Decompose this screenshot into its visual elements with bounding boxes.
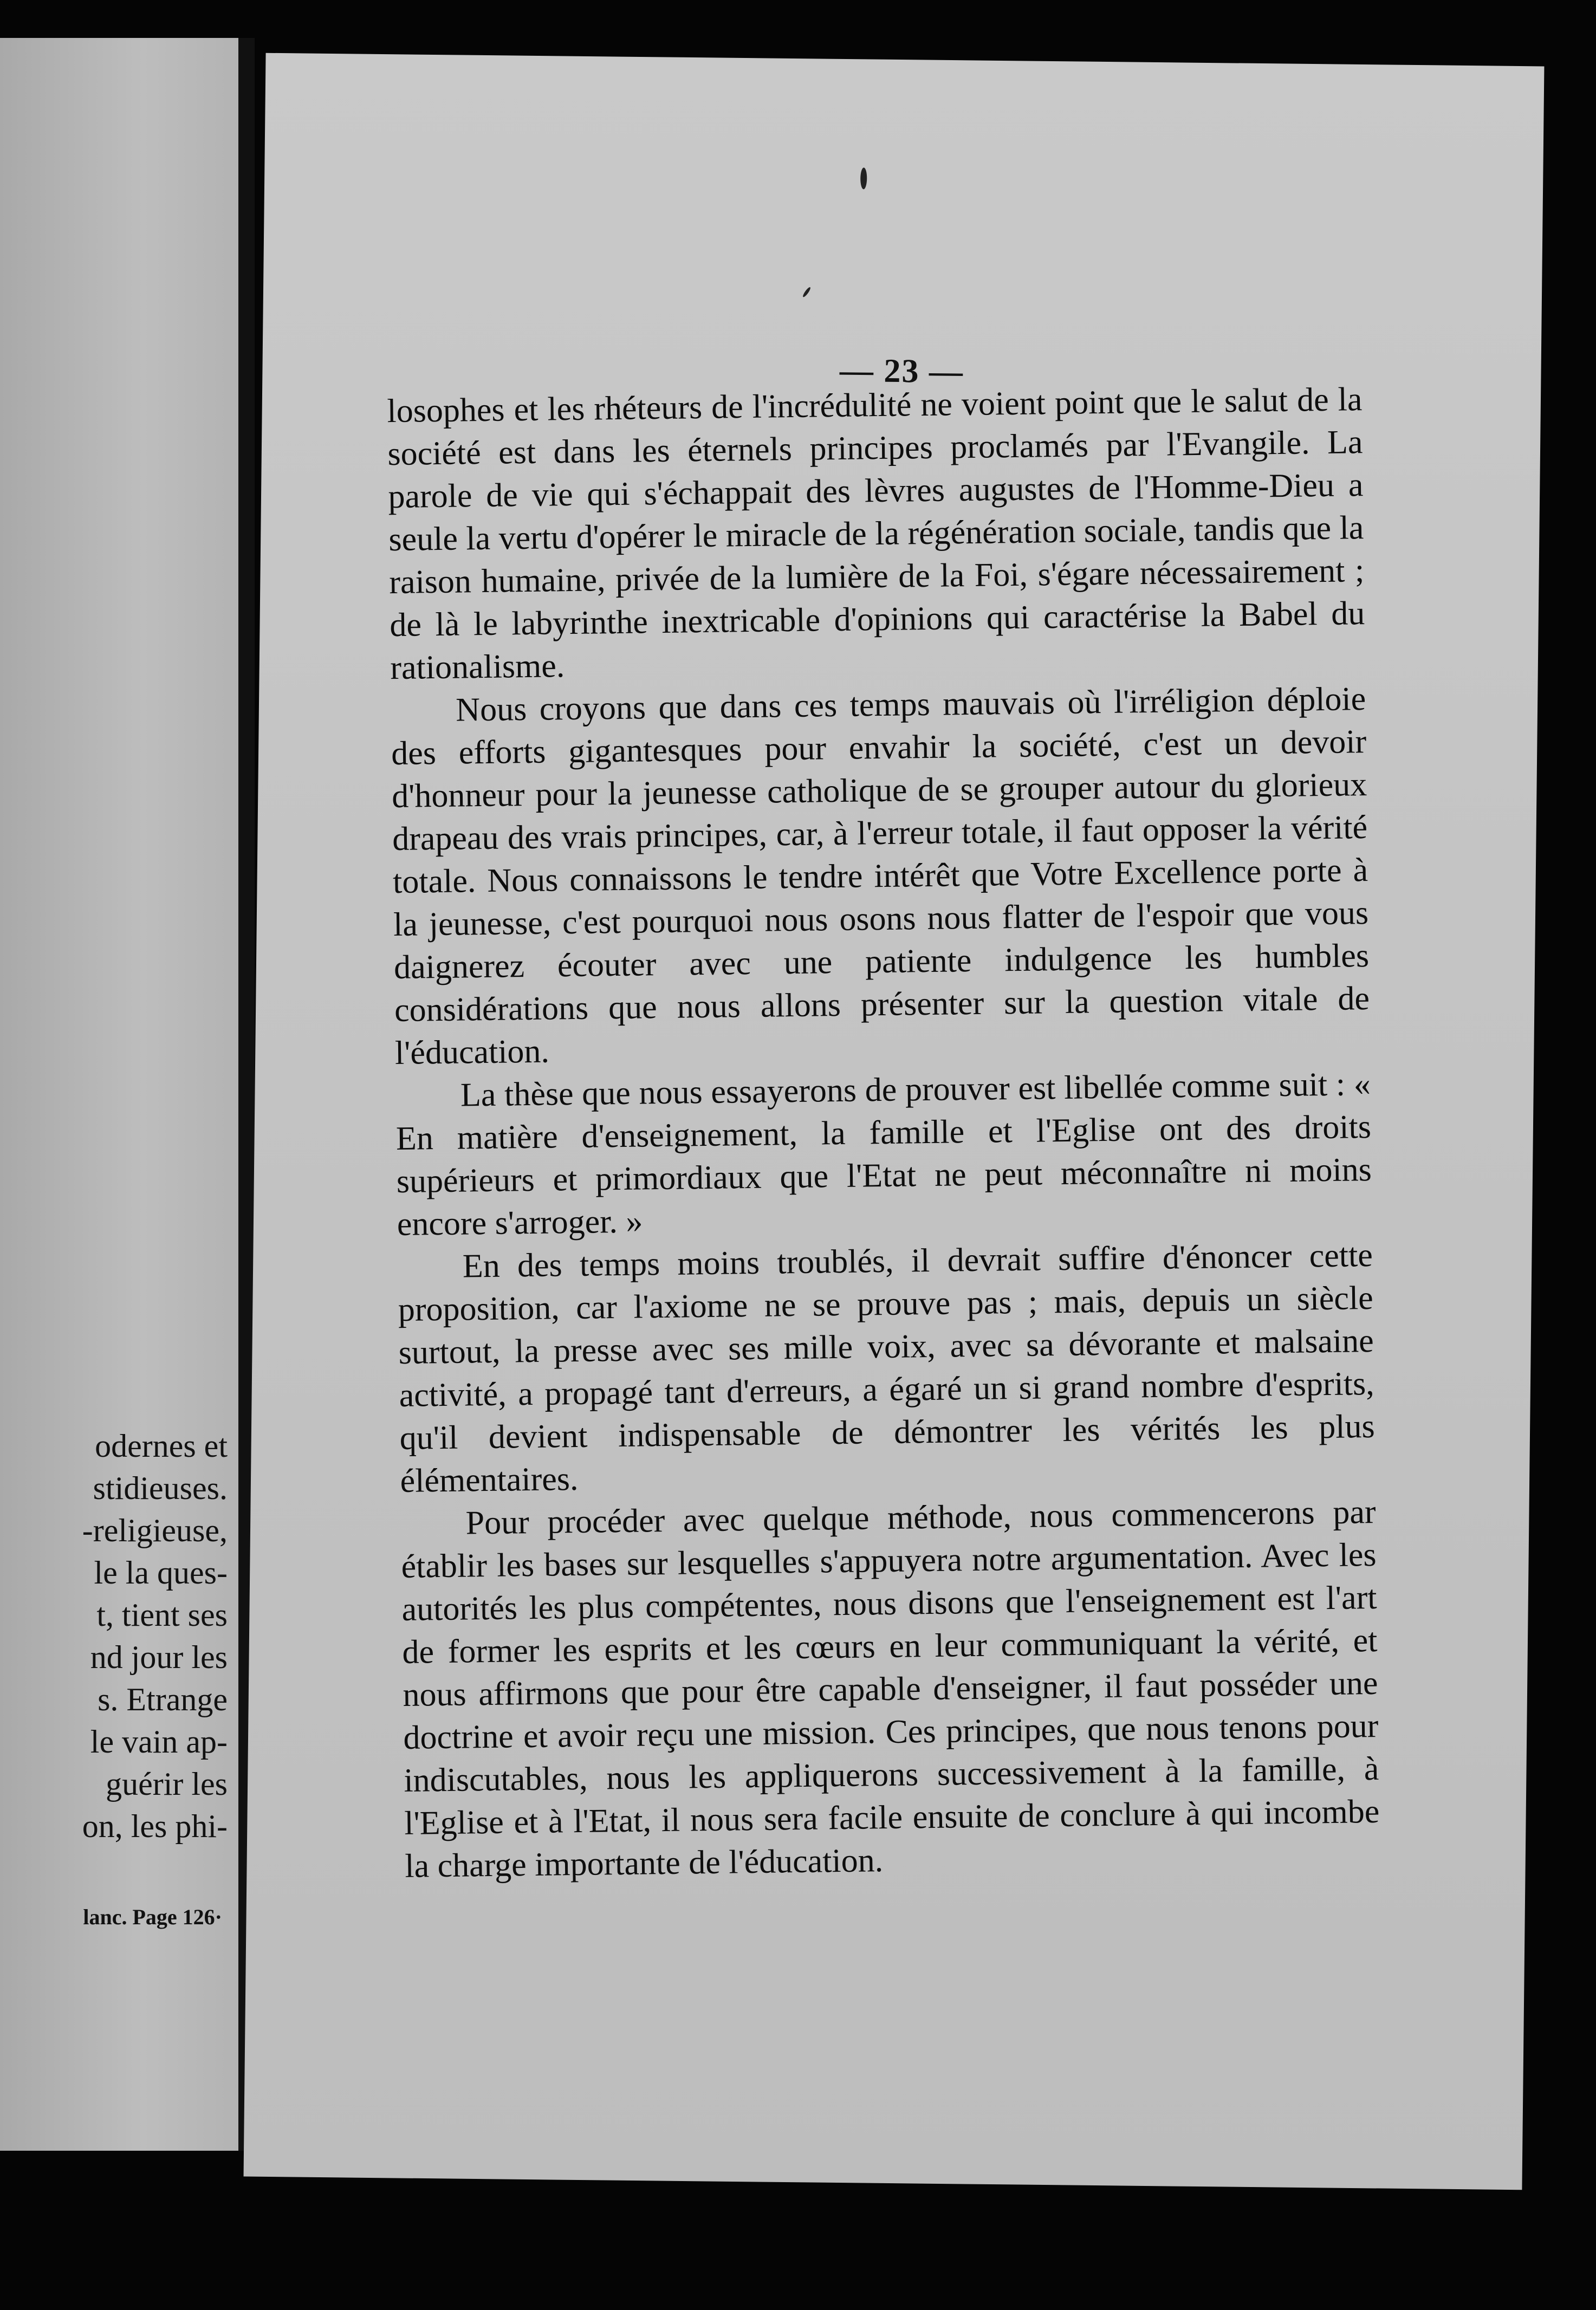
left-fragment-line: -religieuse, [82,1513,228,1548]
left-page-text-fragments [0,1425,228,1847]
left-fragment-line: le vain ap- [90,1724,228,1760]
page-number: — 23 — [839,352,964,391]
body-text [387,378,1380,1888]
paragraph: Pour procéder avec quelque méthode, nous commencerons par établir les bases sur lesquelles s'appuyera notre argumentation. Avec les autorités les plus compétentes, nous disons que l'enseignement est l'art de former les esprits et les cœurs en leur communiquant la vérité, et nous affirmons que pour être capable d'enseigner, il faut posséder une doctrine et avoir reçu une mission. Ces principes, que nous tenons pour indiscutables, nous les appliquerons successivement à la famille, à l'Eglise et à l'Etat, il nous sera facile ensuite de conclure à qui incombe la charge importante de l'éducation. [401,1493,1380,1885]
left-fragment-line: odernes et [95,1428,228,1464]
left-fragment-line: le la ques- [94,1555,228,1591]
ink-speck [802,287,812,298]
paragraph: La thèse que nous essayerons de prouver est libellée comme suit : « En matière d'enseignement, la famille et l'Eglise ont des droits supérieurs et primordiaux que l'Etat ne peut méconnaître ni moins encore s'arroger. » [395,1066,1372,1243]
left-fragment-line: nd jour les [90,1639,228,1675]
left-fragment-line: t, tient ses [96,1597,228,1633]
right-page [244,53,1545,2190]
left-fragment-line: s. Etrange [98,1682,228,1717]
left-page [0,38,238,2151]
left-fragment-line: on, les phi- [82,1808,228,1844]
left-page-footnote: lanc. Page 126· [83,1905,222,1929]
left-fragment-line: guérir les [106,1766,228,1802]
left-fragment-line: stidieuses. [93,1470,228,1506]
ink-speck [860,167,867,189]
paragraph: losophes et les rhéteurs de l'incrédulité ne voient point que le salut de la société est dans les éternels principes proclamés par l'Evangile. La parole de vie qui s'échappait des lèvres augustes de l'Homme-Dieu a seule la vertu d'opérer le miracle de la régénération sociale, tandis que la raison humaine, privée de la lumière de la Foi, s'égare nécessairement ; de là le labyrinthe inextricable d'opinions qui caractérise la Babel du rationalisme. [387,381,1365,687]
paragraph: Nous croyons que dans ces temps mauvais où l'irréligion déploie des efforts gigantesques pour envahir la société, c'est un devoir d'honneur pour la jeunesse catholique de se grouper autour du glorieux drapeau des vrais principes, car, à l'erreur totale, il faut opposer la vérité totale. Nous connaissons le tendre intérêt que Votre Excellence porte à la jeunesse, c'est pourquoi nous osons nous flatter de l'espoir que vous daignerez écouter avec une patiente indulgence les humbles considérations que nous allons présenter sur la question vitale de l'éducation. [391,680,1370,1072]
paragraph: En des temps moins troublés, il devrait suffire d'énoncer cette proposition, car l'axiome ne se prouve pas ; mais, depuis un siècle surtout, la presse avec ses mille voix, avec sa dévorante et malsaine activité, a propagé tant d'erreurs, a égaré un si grand nombre d'esprits, qu'il devient indispensable de démontrer les vérités les plus élémentaires. [398,1237,1376,1500]
